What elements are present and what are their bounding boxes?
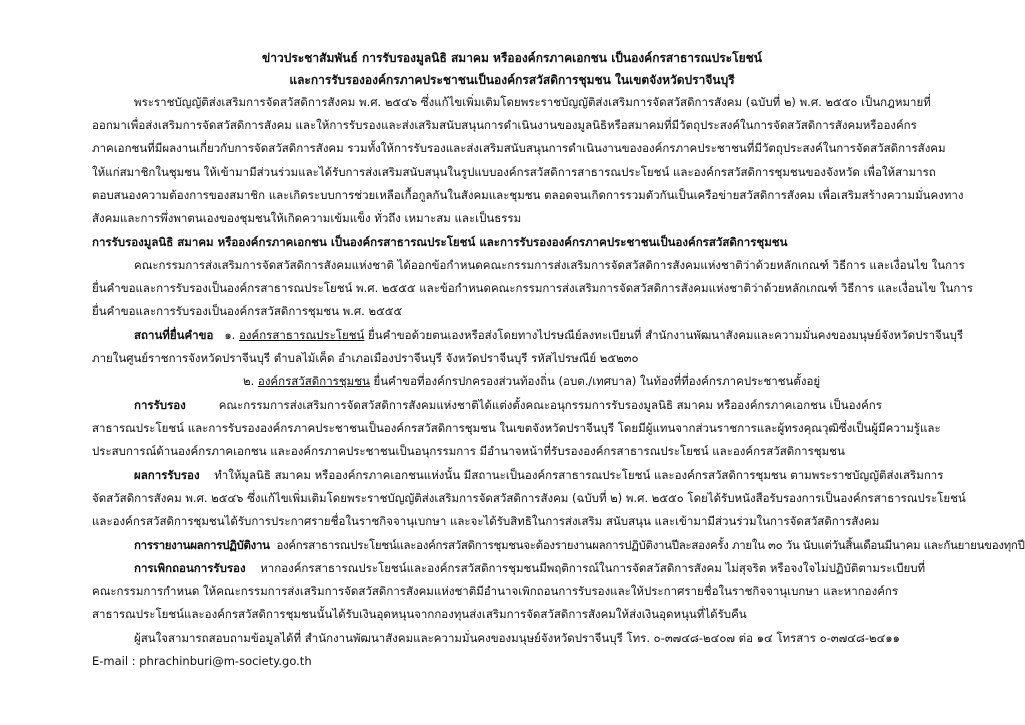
revoke-first-line	[134, 560, 934, 576]
place-label: สถานที่ยื่นคำขอ	[134, 328, 214, 342]
report-label: การรายงานผลการปฏิบัติงาน	[134, 538, 270, 552]
certify-line: สาธารณประโยชน์ และการรับรององค์กรภาคประชาชนเป็นองค์กรสวัสดิการชุมชน ในเขตจังหวัดปราจีนบุรี โดยมีผู้แทนจากส่วนราชการและผู้ทรงคุณวุฒิซึ่งเป็นผู้มีความรู้และ	[92, 421, 941, 435]
intro-line: ตอบสนองความต้องการของสมาชิก และเกิดระบบการช่วยเหลือเกื้อกูลกันในสังคมและชุมชน ตลอดจนเกิดการรวมตัวกันเป็นเครือข่ายสวัสดิการสังคม เพื่อเสริมสร้างความมั่นคงทาง	[92, 188, 964, 202]
result-first-line	[134, 467, 944, 483]
place-item2-number: ๒.	[243, 374, 255, 388]
committee-line: ยื่นคำขอและการรับรองเป็นองค์กรสวัสดิการชุมชน พ.ศ. ๒๕๕๕	[92, 304, 403, 318]
title-line-1: ข่าวประชาสัมพันธ์ การรับรองมูลนิธิ สมาคม หรือองค์กรภาคเอกชน เป็นองค์กรสาธารณประโยชน์	[262, 51, 762, 65]
revoke-line: สาธารณประโยชน์และองค์กรสวัสดิการชุมชนนั้นได้รับเงินอุดหนุนจากกองทุนส่งเสริมการจัดสวัสดิการสังคมให้ส่งเงินอุดหนุนที่ได้รับคืน	[92, 607, 747, 621]
report-line	[134, 537, 1025, 553]
place-item-2	[243, 373, 933, 389]
revoke-label: การเพิกถอนการรับรอง	[134, 561, 246, 575]
email-label: E-mail :	[92, 654, 136, 668]
result-line: และองค์กรสวัสดิการชุมชนได้รับการประกาศรายชื่อในราชกิจจานุเบกษา และจะได้รับสิทธิในการส่งเสริม สนับสนุน และเข้ามามีส่วนร่วมในการจัดสวัสดิการสังคม	[92, 514, 880, 528]
intro-line: ภาคเอกชนที่มีผลงานเกี่ยวกับการจัดสวัสดิการสังคม รวมทั้งให้การรับรองและส่งเสริมสนับสนุนการดำเนินงานขององค์กรภาคประชาชนที่มีวัตถุประสงค์ในการจัดสวัสดิการสังคม	[92, 141, 946, 155]
result-line: จัดสวัสดิการสังคม พ.ศ. ๒๕๔๖ ซึ่งแก้ไขเพิ่มเติมโดยพระราชบัญญัติส่งเสริมการจัดสวัสดิการสังคม (ฉบับที่ ๒) พ.ศ. ๒๕๕๐ โดยได้รับหนังสือรับรองการเป็นองค์กรสาธารณประโยชน์	[92, 491, 966, 505]
committee-line: ยื่นคำขอและการรับรองเป็นองค์กรสาธารณประโยชน์ พ.ศ. ๒๕๕๕ และข้อกำหนดคณะกรรมการส่งเสริมการจัดสวัสดิการสังคมแห่งชาติว่าด้วยหลักเกณฑ์ วิธีการ และเงื่อนไข ในการ	[92, 281, 973, 295]
place-item2-link[interactable]: องค์กรสวัสดิการชุมชน	[257, 374, 370, 388]
title-line-2: และการรับรององค์กรภาคประชาชนเป็นองค์กรสวัสดิการชุมชน ในเขตจังหวัดปราจีนบุรี	[289, 73, 735, 87]
intro-line: ให้แก่สมาชิกในชุมชน ให้เข้ามามีส่วนร่วมและได้รับการส่งเสริมสนับสนุนในรูปแบบองค์กรสวัสดิการสาธารณประโยชน์ และองค์กรสวัสดิการชุมชนของจังหวัด เพื่อให้สามารถ	[92, 165, 936, 179]
committee-line: คณะกรรมการส่งเสริมการจัดสวัสดิการสังคมแห่งชาติ ได้ออกข้อกำหนดคณะกรรมการส่งเสริมการจัดสวัสดิการสังคมแห่งชาติว่าด้วยหลักเกณฑ์ วิธีการ และเงื่อนไข ในการ	[134, 258, 965, 272]
certify-line: ประสบการณ์ด้านองค์กรภาคเอกชน และองค์กรภาคประชาชนเป็นอนุกรรมการ มีอำนาจหน้าที่รับรององค์กรสาธารณประโยชน์ และองค์กรสวัสดิการชุมชน	[92, 444, 845, 458]
certify-line: คณะกรรมการส่งเสริมการจัดสวัสดิการสังคมแห่งชาติได้แต่งตั้งคณะอนุกรรมการรับรองมูลนิธิ สมาคม หรือองค์กรภาคเอกชน เป็นองค์กร	[218, 398, 882, 412]
section-heading: การรับรองมูลนิธิ สมาคม หรือองค์กรภาคเอกชน เป็นองค์กรสาธารณประโยชน์ และการรับรององค์กรภาคประชาชนเป็นองค์กรสวัสดิการชุมชน	[92, 235, 788, 249]
report-text: องค์กรสาธารณประโยชน์และองค์กรสวัสดิการชุมชนจะต้องรายงานผลการปฏิบัติงานปีละสองครั้ง ภายใน ๓๐ วัน นับแต่วันสิ้นเดือนมีนาคม และกันยายนของทุกปี	[276, 538, 1025, 552]
place-item1-text: ยื่นคำขอด้วยตนเองหรือส่งโดยทางไปรษณีย์ลงทะเบียนที่ สำนักงานพัฒนาสังคมและความมั่นคงของมนุษย์จังหวัดปราจีนบุรี	[368, 328, 964, 342]
email-link[interactable]: phrachinburi@m-society.go.th	[139, 654, 312, 668]
result-line: ทำให้มูลนิธิ สมาคม หรือองค์กรภาคเอกชนแห่งนั้น มีสถานะเป็นองค์กรสาธารณประโยชน์ และองค์กรสวัสดิการชุมชน ตามพระราชบัญญัติส่งเสริมการ	[214, 468, 944, 482]
intro-line: พระราชบัญญัติส่งเสริมการจัดสวัสดิการสังคม พ.ศ. ๒๕๔๖ ซึ่งแก้ไขเพิ่มเติมโดยพระราชบัญญัติส่งเสริมการจัดสวัสดิการสังคม (ฉบับที่ ๒) พ.ศ. ๒๕๕๐ เป็นกฎหมายที่	[134, 95, 931, 109]
revoke-line: หากองค์กรสาธารณประโยชน์และองค์กรสวัสดิการชุมชนมีพฤติการณ์ในการจัดสวัสดิการสังคม ไม่สุจริต หรือจงใจไม่ปฏิบัติตามระเบียบที่	[260, 561, 926, 575]
place-item1-continued: ภายในศูนย์ราชการจังหวัดปราจีนบุรี ตำบลไม้เค็ด อำเภอเมืองปราจีนบุรี จังหวัดปราจีนบุรี รหัสไปรษณีย์ ๒๕๒๓๐	[92, 351, 639, 365]
intro-line: ออกมาเพื่อส่งเสริมการจัดสวัสดิการสังคม และให้การรับรองและส่งเสริมสนับสนุนการดำเนินงานของมูลนิธิหรือสมาคมที่มีวัตถุประสงค์ในการจัดสวัสดิการสังคมหรือองค์กร	[92, 118, 917, 132]
place-item1-link[interactable]: องค์กรสาธารณประโยชน์	[239, 328, 365, 342]
revoke-line: คณะกรรมการกำหนด ให้คณะกรรมการส่งเสริมการจัดสวัสดิการสังคมแห่งชาติมีอำนาจเพิกถอนการรับรองและให้ประกาศรายชื่อในราชกิจจานุเบกษา และหากองค์กร	[92, 584, 899, 598]
certify-first-line	[134, 397, 934, 413]
certify-label: การรับรอง	[134, 398, 186, 412]
result-label: ผลการรับรอง	[134, 468, 200, 482]
place-item2-text: ยื่นคำขอที่องค์กรปกครองส่วนท้องถิ่น (อบต./เทศบาล) ในท้องที่ที่องค์กรภาคประชาชนตั้งอยู่	[373, 374, 821, 388]
place-item-1	[134, 327, 964, 343]
intro-line: สังคมและการพึ่งพาตนเองของชุมชนให้เกิดความเข้มแข็ง ทั่วถึง เหมาะสม และเป็นธรรม	[92, 211, 522, 225]
contact-line: ผู้สนใจสามารถสอบถามข้อมูลได้ที่ สำนักงานพัฒนาสังคมและความมั่นคงของมนุษย์จังหวัดปราจีนบุรี โทร. ๐-๓๗๔๘-๒๔๐๗ ต่อ ๑๔ โทรสาร ๐-๓๗๔๘-๒๔๑๑	[134, 631, 900, 645]
email-line	[92, 653, 592, 669]
place-item1-number: ๑.	[224, 328, 236, 342]
